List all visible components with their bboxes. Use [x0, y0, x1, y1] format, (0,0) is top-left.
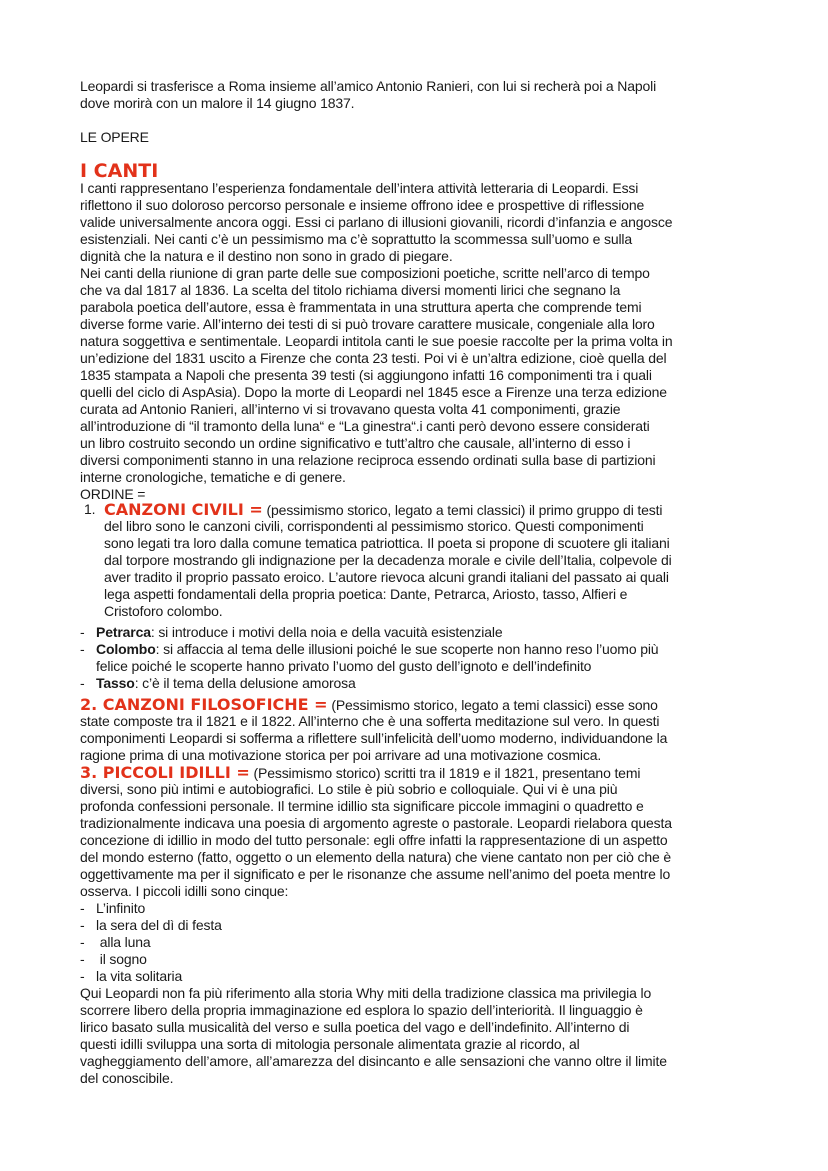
- text-line: diversi, sono più intimi e autobiografici. Lo stile è più sobrio e colloquiale. Qui vi è una più: [80, 781, 618, 797]
- text-line: curata ad Antonio Ranieri, all’interno vi si trovavano questa volta 41 componimenti, grazie: [80, 401, 621, 417]
- canzoni-civili-heading: CANZONI CIVILI =: [104, 500, 263, 519]
- text-line: diversi componimenti stanno in una relazione reciproca essendo ordinati sulla base di partizioni: [80, 452, 656, 468]
- text-line: lega aspetti fondamentali della propria poetica: Dante, Petrarca, Ariosto, tasso, Alfieri e: [104, 586, 628, 602]
- dash-bullet-icon: -: [80, 641, 85, 657]
- text-line: Nei canti della riunione di gran parte delle sue composizioni poetiche, scritte nell’arco di tempo: [80, 265, 650, 281]
- idillio-list-item: [80, 968, 780, 985]
- text-line: : si affaccia al tema delle illusioni poiché le sue scoperte non hanno reso l’uomo più: [155, 641, 659, 657]
- piccoli-idilli-heading: 3. PICCOLI IDILLI =: [80, 763, 250, 782]
- bullet-term: Petrarca: [96, 624, 151, 640]
- idillio-title: L’infinito: [96, 900, 146, 916]
- dash-bullet-icon: -: [80, 675, 85, 691]
- text-line: del conoscibile.: [80, 1070, 174, 1086]
- text-line: aver tradito il proprio passato eroico. L’autore rievoca alcuni grandi italiani del passato ai quali: [104, 569, 669, 585]
- item-piccoli-idilli: [80, 764, 780, 1087]
- text-line: oggettivamente ma per il significato e per le risonanze che assume nell’animo del poeta mentre lo: [80, 866, 671, 882]
- text-line: scorrere libero della propria immaginazione ed esplora lo spazio dell’interiorità. Il linguaggio è: [80, 1002, 643, 1018]
- dash-bullet-icon: -: [80, 624, 85, 640]
- text-line: Cristoforo colombo.: [104, 603, 223, 619]
- idillio-title: il sogno: [96, 951, 147, 967]
- dash-bullet-icon: -: [80, 934, 85, 950]
- bullet-item-tasso: [80, 675, 780, 692]
- item-canzoni-civili: [80, 501, 780, 620]
- section-label-le-opere: [80, 129, 780, 146]
- text-line: questi idilli sviluppa una sorta di mitologia personale alimentata grazie al ricordo, al: [80, 1036, 580, 1052]
- text-line: valide universalmente ancora oggi. Essi ci parlano di illusioni giovanili, ricordi d’infanzia e angosce: [80, 214, 673, 230]
- text-line: componimenti Leopardi si sofferma a riflettere sull’infelicità dell’uomo moderno, individuandone la: [80, 730, 668, 746]
- text-line: un libro costruito secondo un ordine significativo e tutt’altro che causale, all’interno di esso i: [80, 435, 631, 451]
- i-canti-heading: I CANTI: [80, 160, 159, 182]
- text-line: un’edizione del 1831 uscito a Firenze che conta 23 testi. Poi vi è un’altra edizione, cioè quella del: [80, 350, 667, 366]
- text-line: che va dal 1817 al 1836. La scelta del titolo richiama diversi momenti lirici che segnano la: [80, 282, 621, 298]
- text-line: sono legati tra loro dalla comune tematica patriottica. Il poeta si propone di scuotere gli italiani: [104, 535, 670, 551]
- dash-bullet-icon: -: [80, 951, 85, 967]
- bullet-term: Tasso: [96, 675, 135, 691]
- text-line: diverse forme varie. All’interno dei testi di si può trovare carattere musicale, congeniale alla loro: [80, 316, 655, 332]
- text-line: Qui Leopardi non fa più riferimento alla storia Why miti della tradizione classica ma privilegia lo: [80, 985, 652, 1001]
- bullet-item-colombo: [80, 641, 780, 658]
- text-line: (pessimismo storico, legato a temi classici) il primo gruppo di testi: [262, 502, 663, 518]
- text-line: del libro sono le canzoni civili, corrispondenti al pessimismo storico. Questi componimenti: [104, 518, 644, 534]
- text-line: (Pessimismo storico, legato a temi classici) esse sono: [327, 697, 658, 713]
- text-line: natura soggettiva e sentimentale. Leopardi intitola canti le sue poesie raccolte per la prima volta in: [80, 333, 673, 349]
- dash-bullet-icon: -: [80, 900, 85, 916]
- dash-bullet-icon: -: [80, 917, 85, 933]
- text-line: dal torpore mostrando gli indignazione per la decadenza morale e civile dell’Italia, colpevole di: [104, 552, 672, 568]
- heading-i-canti: [80, 161, 780, 181]
- canti-body: [80, 180, 780, 503]
- text-line: quelli del ciclo di AspAsia). Dopo la morte di Leopardi nel 1845 esce a Firenze una terza edizione: [80, 384, 667, 400]
- text-line: : c’è il tema della delusione amorosa: [134, 675, 356, 691]
- idillio-list-item: [80, 951, 780, 968]
- text-line: vagheggiamento dell’amore, all’amarezza del disincanto e alle sensazioni che vanno oltre il limite: [80, 1053, 667, 1069]
- le-opere-label: LE OPERE: [80, 129, 149, 145]
- bullet-item-petrarca: [80, 624, 780, 641]
- text-line: felice poiché le scoperte hanno privato l’uomo del gusto dell’ignoto e dell’indefinito: [96, 658, 592, 674]
- idillio-title: la sera del dì di festa: [96, 917, 222, 933]
- text-line: all’introduzione di “il tramonto della luna“ e “La ginestra“.i canti però devono essere considerati: [80, 418, 650, 434]
- canzoni-filosofiche-heading: 2. CANZONI FILOSOFICHE =: [80, 695, 328, 714]
- text-line: esistenziali. Nei canti c’è un pessimismo ma c’è soprattutto la scommessa sull’uomo e sulla: [80, 231, 633, 247]
- idillio-list-item: [80, 900, 780, 917]
- text-line: concezione di idillio in modo del tutto personale: egli offre infatti la rappresentazione di un aspetto: [80, 832, 668, 848]
- idillio-list-item: [80, 917, 780, 934]
- text-line: dignità che la natura e il destino non sono in grado di piegare.: [80, 248, 453, 264]
- text-line: lirico basato sulla musicalità del verso e sulla poetica del vago e dell’indefinito. All’interno di: [80, 1019, 630, 1035]
- list-number: 1.: [84, 501, 96, 517]
- idillio-title: la vita solitaria: [96, 968, 183, 984]
- text-line: (Pessimismo storico) scritti tra il 1819 e il 1821, presentano temi: [249, 765, 641, 781]
- text-line: state composte tra il 1821 e il 1822. All’interno che è una sofferta meditazione sul vero. In questi: [80, 713, 660, 729]
- item-canzoni-filosofiche: [80, 696, 780, 764]
- idillio-title: alla luna: [96, 934, 151, 950]
- idillio-list-item: [80, 934, 780, 951]
- text-line: profonda confessioni personale. Il termine idillio sta significare piccole immagini o quadretto e: [80, 798, 644, 814]
- petrarca-colombo-tasso-list: [80, 624, 780, 692]
- text-line: Leopardi si trasferisce a Roma insieme all’amico Antonio Ranieri, con lui si recherà poi a Napoli: [80, 78, 657, 94]
- text-line: I canti rappresentano l’esperienza fondamentale dell’intera attività letteraria di Leopardi. Essi: [80, 180, 639, 196]
- text-line: tradizionalmente indicava una poesia di argomento agreste o pastorale. Leopardi rielabora questa: [80, 815, 672, 831]
- text-line: ragione prima di una motivazione storica per poi arrivare ad una motivazione cosmica.: [80, 747, 602, 763]
- text-line: dove morirà con un malore il 14 giugno 1837.: [80, 95, 355, 111]
- text-line: : si introduce i motivi della noia e della vacuità esistenziale: [150, 624, 503, 640]
- text-line: ORDINE =: [80, 486, 146, 502]
- text-line: osserva. I piccoli idilli sono cinque:: [80, 883, 289, 899]
- dash-bullet-icon: -: [80, 968, 85, 984]
- intro-paragraph: [80, 78, 780, 112]
- text-line: del mondo esterno (fatto, oggetto o un elemento della natura) che viene cantato non per ciò che è: [80, 849, 671, 865]
- text-line: 1835 stampata a Napoli che presenta 39 testi (si aggiungono infatti 16 componimenti tra i quali: [80, 367, 652, 383]
- bullet-item-colombo: [80, 658, 780, 675]
- text-line: riflettono il suo doloroso percorso personale e insieme offrono idee e prospettive di riflessione: [80, 197, 645, 213]
- bullet-term: Colombo: [96, 641, 156, 657]
- text-line: parabola poetica dell’autore, essa è frammentata in una struttura aperta che comprende temi: [80, 299, 642, 315]
- text-line: interne cronologiche, tematiche e di genere.: [80, 469, 346, 485]
